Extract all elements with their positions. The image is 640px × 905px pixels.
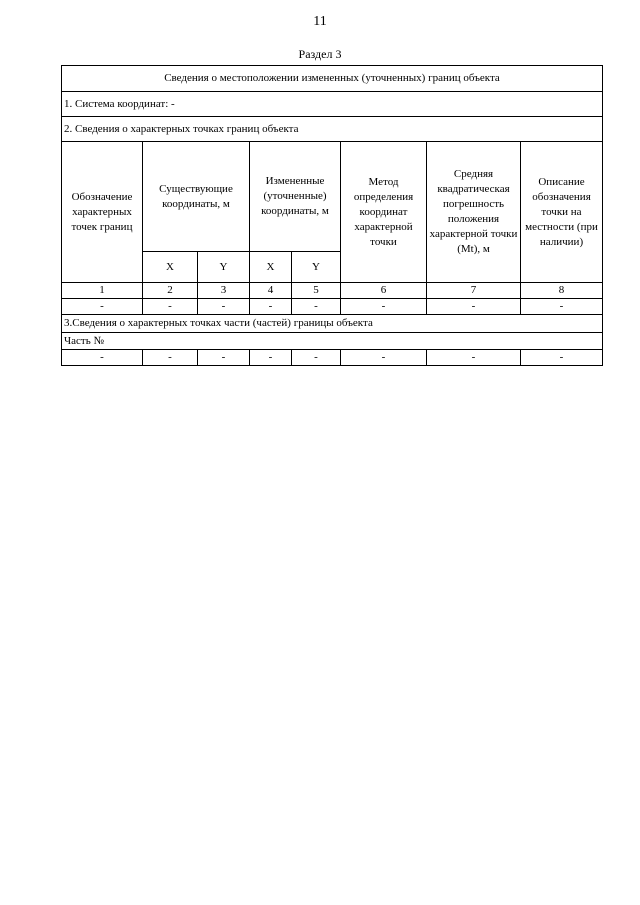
table-cell: - xyxy=(62,350,143,366)
table-cell: - xyxy=(198,350,250,366)
header-x-changed: X xyxy=(250,252,292,283)
part-label: Часть № xyxy=(62,333,603,350)
header-y-existing: Y xyxy=(198,252,250,283)
table-cell: - xyxy=(143,299,198,315)
column-number: 1 xyxy=(62,283,143,299)
header-changed-coords: Измененные (уточненные) координаты, м xyxy=(250,142,341,252)
table-cell: - xyxy=(341,350,427,366)
column-numbers-row xyxy=(62,283,603,299)
table-cell: - xyxy=(292,350,341,366)
points-heading: 2. Сведения о характерных точках границ объекта xyxy=(62,117,603,142)
column-number: 5 xyxy=(292,283,341,299)
header-existing-coords: Существующие координаты, м xyxy=(143,142,250,252)
table-cell: - xyxy=(143,350,198,366)
table-cell: - xyxy=(521,350,603,366)
column-number: 2 xyxy=(143,283,198,299)
header-rms: Средняя квадратическая погрешность положения характерной точки (Mt), м xyxy=(427,142,521,283)
parts-heading: 3.Сведения о характерных точках части (частей) границы объекта xyxy=(62,315,603,333)
header-method: Метод определения координат характерной точки xyxy=(341,142,427,283)
table-cell: - xyxy=(250,299,292,315)
table-row xyxy=(62,299,603,315)
header-description: Описание обозначения точки на местности (при наличии) xyxy=(521,142,603,283)
page-number: 11 xyxy=(313,14,327,29)
table-cell: - xyxy=(427,299,521,315)
table-cell: - xyxy=(292,299,341,315)
column-number: 6 xyxy=(341,283,427,299)
table-cell: - xyxy=(341,299,427,315)
table-cell: - xyxy=(427,350,521,366)
header-y-changed: Y xyxy=(292,252,341,283)
boundary-table xyxy=(61,65,603,366)
header-designation: Обозначение характерных точек границ xyxy=(62,142,143,283)
column-number: 3 xyxy=(198,283,250,299)
column-number: 4 xyxy=(250,283,292,299)
section-label: Раздел 3 xyxy=(298,47,342,61)
table-row xyxy=(62,350,603,366)
table-cell: - xyxy=(62,299,143,315)
table-cell: - xyxy=(250,350,292,366)
table-cell: - xyxy=(198,299,250,315)
column-number: 8 xyxy=(521,283,603,299)
table-title: Сведения о местоположении измененных (уточненных) границ объекта xyxy=(62,66,603,92)
column-number: 7 xyxy=(427,283,521,299)
table-cell: - xyxy=(521,299,603,315)
coord-system: 1. Система координат: - xyxy=(62,92,603,117)
header-x-existing: X xyxy=(143,252,198,283)
